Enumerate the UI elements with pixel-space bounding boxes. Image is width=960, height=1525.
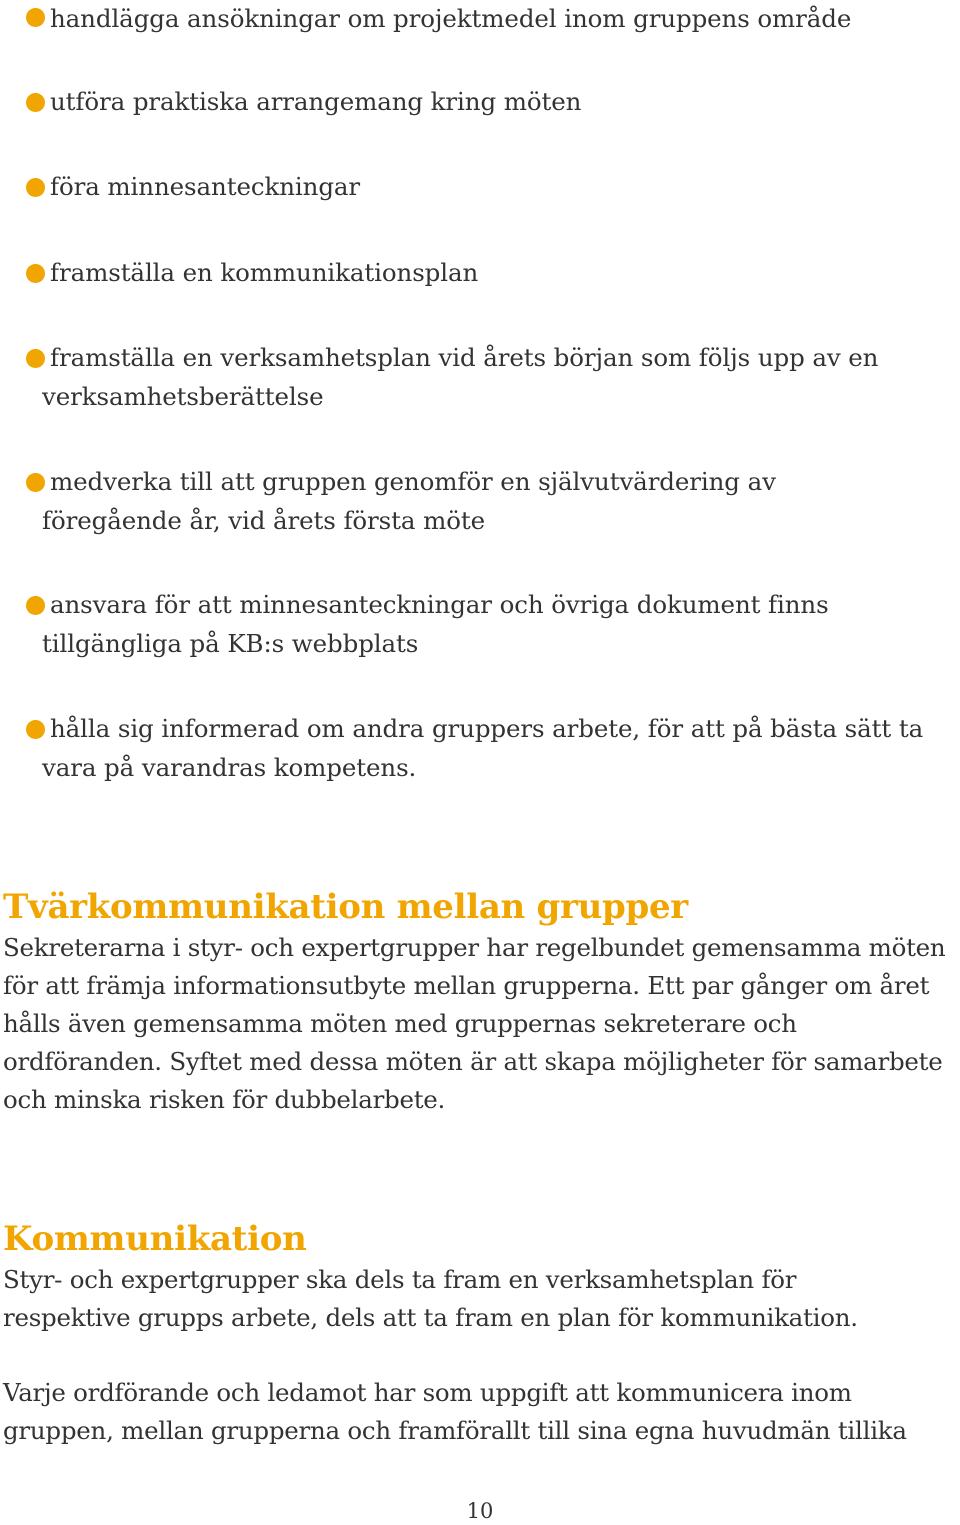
list-item-text: handlägga ansökningar om projektmedel inom gruppens område bbox=[50, 4, 852, 33]
list-item bbox=[0, 463, 950, 543]
list-item bbox=[0, 168, 950, 208]
section-body-kommunikation-2: Varje ordförande och ledamot har som uppgift att kommunicera inom gruppen, mellan grupperna och framförallt till sina egna huvudmän tillika bbox=[3, 1378, 907, 1445]
list-item-text: utföra praktiska arrangemang kring möten bbox=[50, 87, 582, 116]
section-body-kommunikation-1: Styr- och expertgrupper ska dels ta fram en verksamhetsplan för respektive grupps arbete, dels att ta fram en plan för kommunikation. bbox=[3, 1265, 858, 1332]
list-item bbox=[0, 83, 950, 123]
list-item bbox=[0, 710, 950, 790]
list-item-text: framställa en kommunikationsplan bbox=[50, 258, 479, 287]
list-item-text: föra minnesanteckningar bbox=[50, 172, 361, 201]
list-item-text: hålla sig informerad om andra gruppers arbete, för att på bästa sätt ta vara på varandras kompetens. bbox=[42, 714, 924, 782]
page-number: 10 bbox=[466, 1499, 494, 1523]
section-heading-kommunikation: Kommunikation bbox=[3, 1219, 307, 1259]
bullet-dot-icon bbox=[26, 264, 45, 283]
list-item bbox=[0, 0, 950, 40]
list-item-text: ansvara för att minnesanteckningar och övriga dokument finns tillgängliga på KB:s webbplats bbox=[42, 590, 829, 658]
bullet-dot-icon bbox=[26, 93, 45, 112]
list-item bbox=[0, 339, 950, 419]
bullet-dot-icon bbox=[26, 178, 45, 197]
list-item-text: framställa en verksamhetsplan vid årets början som följs upp av en verksamhetsberättelse bbox=[42, 343, 879, 411]
bullet-dot-icon bbox=[26, 8, 45, 27]
list-item bbox=[0, 586, 950, 666]
list-item bbox=[0, 254, 950, 294]
section-heading-tvarkommunikation: Tvärkommunikation mellan grupper bbox=[3, 887, 688, 927]
list-item-text: medverka till att gruppen genomför en självutvärdering av föregående år, vid årets första möte bbox=[42, 467, 776, 535]
section-body-tvarkommunikation: Sekreterarna i styr- och expertgrupper har regelbundet gemensamma möten för att främja informationsutbyte mellan grupperna. Ett par gånger om året hålls även gemensamma möten med gruppernas sekreterare och ordföranden. Syftet med dessa möten är att skapa möjligheter för samarbete och minska risken för dubbelarbete. bbox=[3, 933, 946, 1114]
